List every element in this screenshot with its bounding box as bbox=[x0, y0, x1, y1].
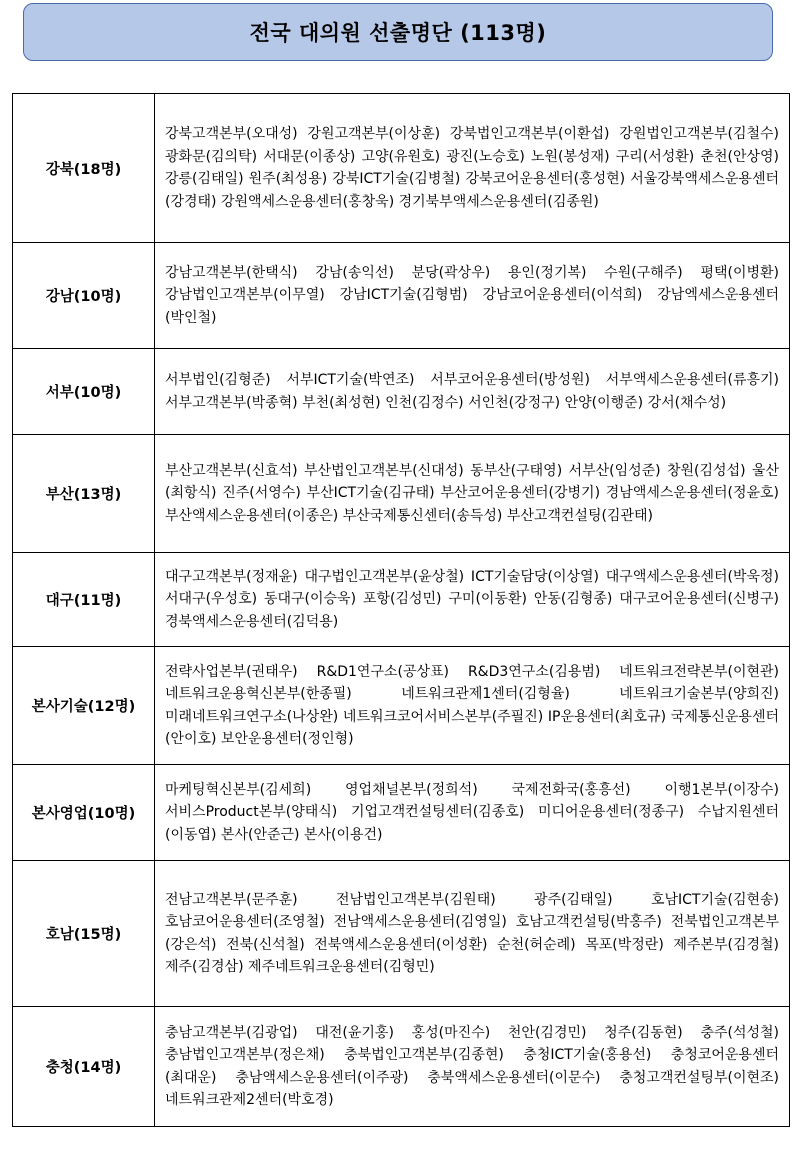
member-list: 부산고객본부(신효석) 부산법인고객본부(신대성) 동부산(구태영) 서부산(임성준) 창원(김성섭) 울산(최항식) 진주(서영수) 부산ICT기술(김규태) 부산코어운용센터(강병기) 경남액세스운용센터(정윤호) 부산액세스운용센터(이종은) 부산국제통신센터(송득성) 부산고객컨설팅(김관태) bbox=[155, 435, 790, 553]
region-name: 부산(13명) bbox=[13, 435, 155, 553]
member-list: 충남고객본부(김광업) 대전(윤기홍) 홍성(마진수) 천안(김경민) 청주(김동현) 충주(석성철) 충남법인고객본부(정은채) 충북법인고객본부(김종현) 충청ICT기술(홍용선) 충청코어운용센터(최대운) 충남액세스운용센터(이주광) 충북액세스운용센터(이문수) 충청고객컨설팅부(이현조) 네트워크관제2센터(박호경) bbox=[155, 1007, 790, 1127]
region-name: 서부(10명) bbox=[13, 349, 155, 435]
delegate-table bbox=[12, 93, 790, 1127]
member-list: 전남고객본부(문주훈) 전남법인고객본부(김원태) 광주(김태일) 호남ICT기술(김현송) 호남코어운용센터(조영철) 전남액세스운용센터(김영일) 호남고객컨설팅(박홍주) 전북법인고객본부(강은석) 전북(신석철) 전북액세스운용센터(이성환) 순천(허순례) 목포(박정란) 제주본부(김경철) 제주(김경삼) 제주네트워크운용센터(김형민) bbox=[155, 861, 790, 1007]
table-row bbox=[13, 861, 790, 1007]
region-name: 본사기술(12명) bbox=[13, 647, 155, 765]
region-name: 충청(14명) bbox=[13, 1007, 155, 1127]
member-list: 강북고객본부(오대성) 강원고객본부(이상훈) 강북법인고객본부(이환섭) 강원법인고객본부(김철수) 광화문(김의탁) 서대문(이종상) 고양(유원호) 광진(노승호) 노원(봉성재) 구리(서성환) 춘천(안상영) 강릉(김태일) 원주(최성용) 강북ICT기술(김병철) 강북코어운용센터(홍성현) 서울강북액세스운용센터(강경태) 강원액세스운용센터(홍창욱) 경기북부액세스운용센터(김종원) bbox=[155, 94, 790, 243]
table-row bbox=[13, 243, 790, 349]
member-list: 서부법인(김형준) 서부ICT기술(박연조) 서부코어운용센터(방성원) 서부액세스운용센터(류흥기) 서부고객본부(박종혁) 부천(최성현) 인천(김정수) 서인천(강정구) 안양(이행준) 강서(채수성) bbox=[155, 349, 790, 435]
table-row bbox=[13, 94, 790, 243]
table-row bbox=[13, 1007, 790, 1127]
member-list: 대구고객본부(정재윤) 대구법인고객본부(윤상철) ICT기술담당(이상열) 대구액세스운용센터(박욱정) 서대구(우성호) 동대구(이승욱) 포항(김성민) 구미(이동환) 안동(김형종) 대구코어운용센터(신병구) 경북액세스운용센터(김덕용) bbox=[155, 553, 790, 647]
table-row bbox=[13, 765, 790, 861]
table-row bbox=[13, 435, 790, 553]
table-row bbox=[13, 647, 790, 765]
member-list: 마케팅혁신본부(김세희) 영업채널본부(정희석) 국제전화국(홍흥선) 이행1본부(이장수) 서비스Product본부(양태식) 기업고객컨설팅센터(김종호) 미디어운용센터(정종구) 수납지원센터(이동엽) 본사(안준근) 본사(이용건) bbox=[155, 765, 790, 861]
member-list: 전략사업본부(권태우) R&D1연구소(공상표) R&D3연구소(김용범) 네트워크전략본부(이현관) 네트워크운용혁신본부(한종필) 네트워크관제1센터(김형율) 네트워크기술본부(양희진) 미래네트워크연구소(나상완) 네트워크코어서비스본부(주필진) IP운용센터(최호규) 국제통신운용센터(안이호) 보안운용센터(정인형) bbox=[155, 647, 790, 765]
region-name: 본사영업(10명) bbox=[13, 765, 155, 861]
table-row bbox=[13, 553, 790, 647]
region-name: 강남(10명) bbox=[13, 243, 155, 349]
region-name: 호남(15명) bbox=[13, 861, 155, 1007]
region-name: 강북(18명) bbox=[13, 94, 155, 243]
region-name: 대구(11명) bbox=[13, 553, 155, 647]
page-title: 전국 대의원 선출명단 (113명) bbox=[23, 3, 773, 61]
member-list: 강남고객본부(한택식) 강남(송익선) 분당(곽상우) 용인(정기복) 수원(구해주) 평택(이병환) 강남법인고객본부(이무열) 강남ICT기술(김형범) 강남코어운용센터(이석희) 강남엑세스운용센터(박인철) bbox=[155, 243, 790, 349]
table-row bbox=[13, 349, 790, 435]
